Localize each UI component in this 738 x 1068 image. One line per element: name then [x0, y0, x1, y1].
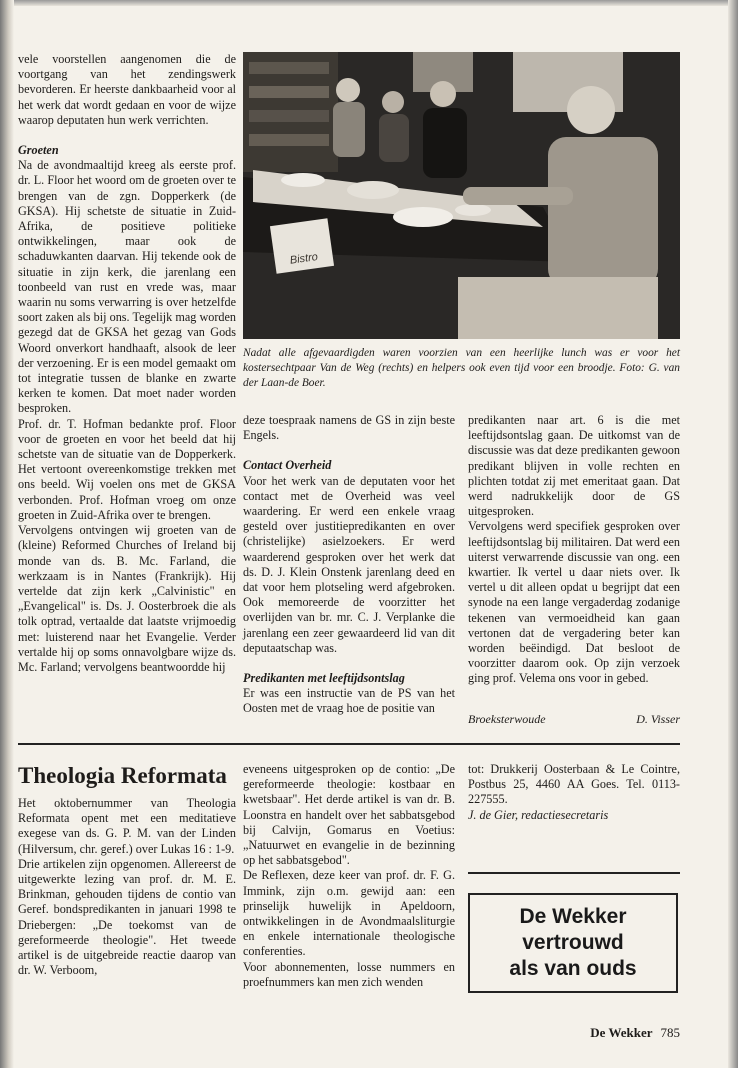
- slogan-line-2: vertrouwd: [522, 931, 624, 954]
- paragraph-groeten-2: Prof. dr. T. Hofman bedankte prof. Floor voor de groeten en voor het beeld dat hij schetste van de situatie van de Dopperkerk. Het vertoont overeenkomstige trekken met ons beeld. Wij voelen ons met de GKSA verbonden. Prof. Hofman vroeg om onze groeten in Zuid-Afrika over te brengen.: [18, 416, 236, 522]
- article-column-1: [18, 52, 236, 675]
- section-divider: [18, 743, 680, 745]
- paragraph-contact-overheid: Voor het werk van de deputaten voor het contact met de Overheid was veel waardering. Er werd een enkele vraag gesteld over justitiepredikanten en over (christelijke) asielzoekers. Er werd waarderend gesproken over het werk dat ds. D. J. Klein Onstenk jarenlang deed en dat voor hem plotseling werd afgebroken. Ook memoreerde de voorzitter het overlijden van br. mr. C. J. Verplanke die jarenlang een zeer gewaardeerd lid van dit deputaatschap was.: [243, 473, 455, 655]
- slogan-line-3: als van ouds: [509, 957, 637, 980]
- scan-edge-left: [0, 0, 14, 1068]
- signoff-author: D. Visser: [636, 712, 680, 726]
- slogan-line-1: De Wekker: [519, 905, 627, 928]
- theologia-column-2: [243, 762, 455, 990]
- photo-lunch: [243, 52, 680, 339]
- article-column-2: [243, 413, 455, 717]
- theologia-heading: Theologia Reformata: [18, 763, 227, 788]
- footer-brand: De Wekker: [590, 1025, 653, 1040]
- theologia-paragraph-5: Voor abonnementen, losse nummers en proefnummers kan men zich wenden: [243, 959, 455, 989]
- scan-edge-top: [0, 0, 738, 6]
- box-divider: [468, 872, 680, 874]
- theologia-signature: J. de Gier, redactiesecretaris: [468, 807, 609, 822]
- paragraph-leeftijdsontslag-2: Vervolgens werd specifiek gesproken over leeftijdsontslag bij militairen. Dat werd een uiterst verwarrende discussie van ong. een kwartier. Ik vertel u daar niets over. Ik vertel u dit alleen opdat u begrijpt dat een synode na een lange vergaderdag zodanige tekenen van vermoeidheid kan gaan vertonen dat de vergadering beter kan worden beëindigd. Dat besloot de voorzitter daarom ook. Op zijn verzoek ging prof. Velema ons voor in gebed.: [468, 519, 680, 686]
- photo-caption: Nadat alle afgevaardigden waren voorzien van een heerlijke lunch was er voor het kostersechtpaar Van de Weg (rechts) en helpers ook even tijd voor een broodje. Foto: G. van der Laan-de Boer.: [243, 347, 680, 389]
- de-wekker-slogan-box: [468, 893, 678, 993]
- paragraph-predikanten: Er was een instructie van de PS van het Oosten met de vraag hoe de positie van: [243, 686, 455, 716]
- theologia-paragraph-3: eveneens uitgesproken op de contio: „De gereformeerde theologie: kostbaar en kwetsbaar". Het derde artikel is van dr. B. Loonstra en handelt over het sabbatsgebod bij Calvijn, Gomarus en Voetius: „Natuurwet en evangelie in de bezinning op het sabbatsgebod".: [243, 762, 455, 868]
- paragraph-groeten-3: Vervolgens ontvingen wij groeten van de (kleine) Reformed Churches of Ireland bij monde van ds. B. Mc. Farland, die werkzaam is in Nantes (Frankrijk). Hij vertelde dat zijn kerk „Calvinistic" en „Evangelical" is. Ds. J. Oosterbroek die als tolk optrad, vertaalde dat laatste vrijmoedig met: luisterend naar het Evangelie. Verder vertalde hij op soms onnavolgbare wijze ds. Mc. Farland; vervolgens beantwoordde hij: [18, 523, 236, 674]
- paragraph-intro: vele voorstellen aangenomen die de voortgang van het zendingswerk bevorderen. Er heerste dankbaarheid voor al het werk dat wordt gedaan en voor de wijze waarop deputaten hun werk verrichten.: [18, 52, 236, 127]
- theologia-paragraph-1: Het oktobernummer van Theologia Reformata opent met een meditatieve exegese van ds. G. P. M. van der Linden (Hilversum, chr. geref.) over Lukas 16 : 1-9.: [18, 796, 236, 856]
- theologia-paragraph-4: De Reflexen, deze keer van prof. dr. F. G. Immink, zijn o.m. gewijd aan: een prinselijk huwelijk in Apeldoorn, ontwikkelingen in de Avondmaalsliturgie en enkele internationale theologische conferenties.: [243, 868, 455, 959]
- paragraph-toespraak: deze toespraak namens de GS in zijn beste Engels.: [243, 413, 455, 443]
- page-number: 785: [660, 1025, 680, 1040]
- theologia-paragraph-2: Drie artikelen zijn opgenomen. Allereerst de uitgewerkte lezing van prof. dr. M. E. Brinkman, gehouden tijdens de contio van Geref. bondspredikanten in januari 1998 te Driebergen: „De toekomst van de gereformeerde theologie". Het tweede artikel is de uitgebreide reactie daarop van dr. W. Verboom,: [18, 856, 236, 978]
- section-heading-groeten: Groeten: [18, 143, 59, 158]
- bistro-sign: Bistro: [289, 250, 319, 267]
- theologia-paragraph-6: tot: Drukkerij Oosterbaan & Le Cointre, Postbus 25, 4460 AA Goes. Tel. 0113-227555.: [468, 762, 680, 807]
- theologia-column-1: [18, 762, 236, 978]
- signoff-place: Broeksterwoude: [468, 712, 546, 726]
- photo-illustration: [243, 52, 680, 339]
- scan-edge-right: [728, 0, 738, 1068]
- paragraph-groeten-1: Na de avondmaaltijd kreeg als eerste prof. dr. L. Floor het woord om de groeten over te brengen van de zgn. Dopperkerk (de GKSA). Hij schetste de situatie in Zuid-Afrika, de positieve politieke ontwikkelingen, maar ook de schaduwkanten daarvan. Hij tekende ook de situatie in zijn kerk, die jarenlang een toonbeeld van rust en vrede was, maar waarin nu soms verwarring is over hetzelfde soort zaken als bij ons. Tegelijk mag worden gezegd dat de GKSA het gezag van Gods Woord onverkort handhaaft, alsook de leer der verzoening. Er is een model gemaakt om tot integratie tussen de blanke en zwarte kerken te komen. Dat moet nader worden besproken.: [18, 158, 236, 416]
- page-footer: [560, 1025, 680, 1041]
- theologia-column-3: [468, 762, 680, 823]
- paragraph-leeftijdsontslag-1: predikanten naar art. 6 is die met leeftijdsontslag gaan. De uitkomst van de discussie was dat deze predikanten gewoon predikant blijven in volle rechten en plichten totdat zij met emeritaat gaan. Dat werd nadrukkelijk door de GS uitgesproken.: [468, 413, 680, 519]
- article-column-3: [468, 413, 680, 687]
- section-heading-contact-overheid: Contact Overheid: [243, 458, 332, 473]
- section-heading-predikanten: Predikanten met leeftijdsontslag: [243, 671, 405, 686]
